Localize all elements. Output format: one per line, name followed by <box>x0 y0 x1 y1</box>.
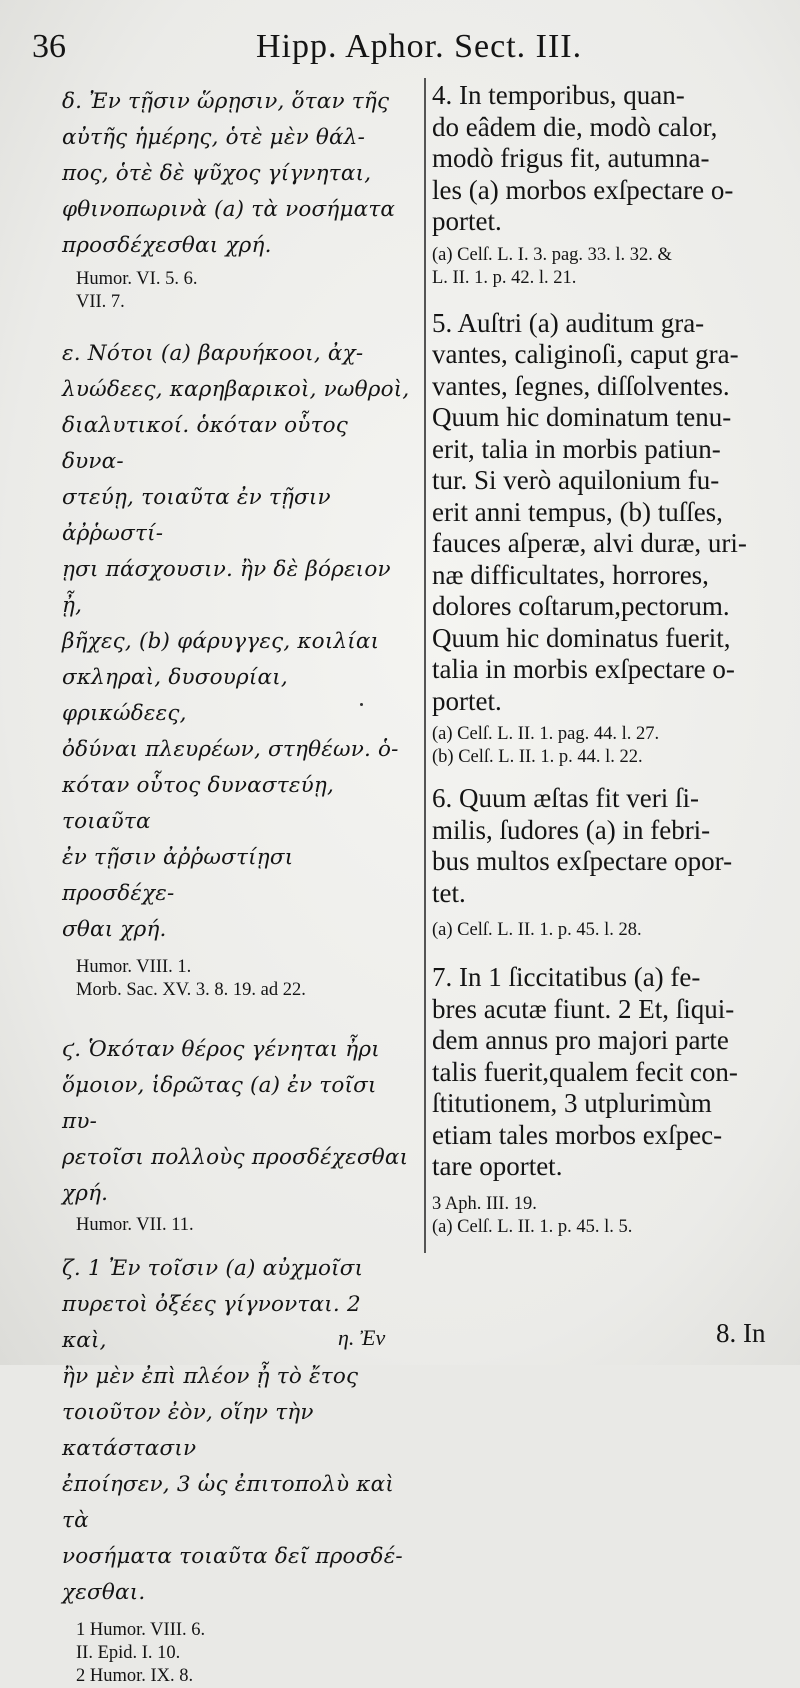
latin-catchword: 8. In <box>716 1318 766 1348</box>
aphorism-delta-references: Humor. VI. 5. 6. VII. 7. <box>76 269 198 312</box>
ink-speck <box>360 703 363 706</box>
page-number: 36 <box>32 28 66 65</box>
page-header <box>30 22 790 74</box>
aphorism-epsilon-greek: ε. Νότοι (a) βαρυήκοοι, ἀχ- λυώδεες, καρηβαρικοὶ, νωθροὶ, διαλυτικοί. ὁκόταν οὗτος δυνα- στεύῃ, τοιαῦτα ἐν τῇσιν ἀῤῥωστί- ῃσι πάσχουσιν. ἢν δὲ βόρειον ᾖ, βῆχες, (b) φάρυγγες, κοιλίαι σκληραὶ, δυσουρίαι, φρικώδεες, ὀδύναι πλευρέων, στηθέων. ὁ- κόταν οὗτος δυναστεύῃ, τοιαῦτα ἐν τῇσιν ἀῤῥωστίῃσι προσδέχε- σθαι χρή. <box>62 341 410 942</box>
latin-column <box>432 78 787 1239</box>
greek-column <box>62 78 410 1688</box>
aphorism-delta-greek: δ. Ἐν τῇσιν ὥρῃσιν, ὅταν τῆς αὐτῆς ἡμέρης, ὁτὲ μὲν θάλ- πος, ὁτὲ δὲ ψῦχος γίγνηται, φθινοπωρινὰ (a) τὰ νοσήματα προσδέχεσθαι χρή. <box>62 89 396 258</box>
aphorism-6-latin: 6. Quum æſtas fit veri ſi- milis, ſudores (a) in febri- bus multos exſpectare opor- tet. <box>432 783 733 908</box>
aphorism-6-footnote: (a) Celſ. L. II. 1. p. 45. l. 28. <box>432 920 642 940</box>
aphorism-7-latin: 7. In 1 ſiccitatibus (a) fe- bres acutæ fiunt. 2 Et, ſiqui- dem annus pro majori parte talis fuerit,qualem fecit con- ſtitutionem, 3 utplurimùm etiam tales morbos exſpec- tare oportet. <box>432 962 738 1181</box>
aphorism-5-footnote: (a) Celſ. L. II. 1. pag. 44. l. 27. (b) Celſ. L. II. 1. p. 44. l. 22. <box>432 724 660 767</box>
aphorism-stigma-greek: ϛ. Ὁκόταν θέρος γένηται ἦρι ὅμοιον, ἱδρῶτας (a) ἐν τοῖσι πυ- ρετοῖσι πολλοὺς προσδέχεσθαι χρή. <box>62 1037 409 1206</box>
running-title: Hipp. Aphor. Sect. III. <box>256 28 583 65</box>
aphorism-epsilon-references: Humor. VIII. 1. Morb. Sac. XV. 3. 8. 19. ad 22. <box>76 957 306 1000</box>
aphorism-stigma-references: Humor. VII. 11. <box>76 1215 194 1235</box>
column-divider <box>424 78 426 1253</box>
aphorism-5-latin: 5. Auſtri (a) auditum gra- vantes, caliginoſi, caput gra- vantes, ſegnes, diſſolventes. Quum hic dominatum tenu- erit, talia in morbis patiun- tur. Si verò aquilonium fu- erit anni tempus, (b) tuſſes, fauces aſperæ, alvi duræ, uri- næ difficultates, horrores, dolores coſtarum,pectorum. Quum hic dominatus fuerit, talia in morbis exſpectare o- portet. <box>432 307 747 716</box>
aphorism-zeta-greek: ζ. 1 Ἐν τοῖσιν (a) αὐχμοῖσι πυρετοὶ ὀξέες γίγνονται. 2 καὶ, ἢν μὲν ἐπὶ πλέον ᾖ τὸ ἔτος τοιοῦτον ἐὸν, οἵην τὴν κατάστασιν ἐποίησεν, 3 ὡς ἐπιτοπολὺ καὶ τὰ νοσήματα τοιαῦτα δεῖ προσδέ- χεσθαι. <box>62 1256 403 1605</box>
aphorism-4-footnote: (a) Celſ. L. I. 3. pag. 33. l. 32. & L. II. 1. p. 42. l. 21. <box>432 244 672 288</box>
aphorism-zeta-references: 1 Humor. VIII. 6. II. Epid. I. 10. 2 Humor. IX. 8. <box>76 1620 206 1686</box>
aphorism-7-footnote: 3 Aph. III. 19. (a) Celſ. L. II. 1. p. 45. l. 5. <box>432 1193 633 1237</box>
greek-catchword: η. Ἐν <box>338 1325 386 1350</box>
aphorism-4-latin: 4. In temporibus, quan- do eâdem die, modò calor, modò frigus fit, autumna- les (a) morbos exſpectare o- portet. <box>432 80 734 236</box>
